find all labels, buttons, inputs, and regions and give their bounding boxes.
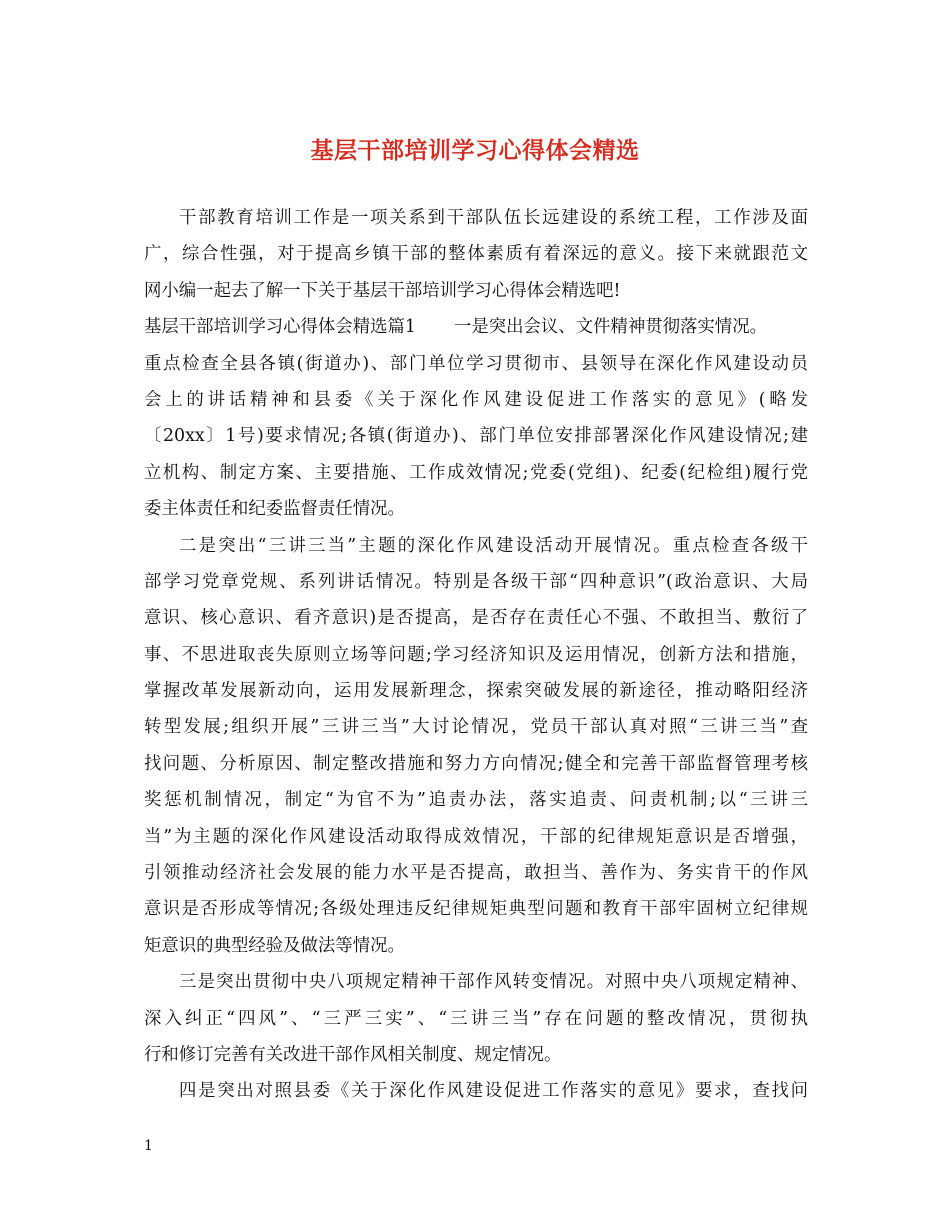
text-line: 行和修订完善有关改进干部作风相关制度、规定情况。: [144, 1044, 562, 1065]
text-line: 当”为主题的深化作风建设活动取得成效情况，干部的纪律规矩意识是否增强，: [144, 826, 808, 847]
text-line: 意识是否形成等情况;各级处理违反纪律规矩典型问题和教育干部牢固树立纪律规: [144, 899, 808, 920]
text-line: 干部教育培训工作是一项关系到干部队伍长远建设的系统工程，工作涉及面: [179, 208, 808, 228]
section-heading: 基层干部培训学习心得体会精选篇1: [144, 317, 416, 338]
text-line: 掌握改革发展新动向，运用发展新理念，探索突破发展的新途径，推动略阳经济: [144, 681, 808, 702]
text-line: 找问题、分析原因、制定整改措施和努力方向情况;健全和完善干部监督管理考核: [144, 753, 808, 774]
text-line: 转型发展;组织开展”三讲三当”大讨论情况，党员干部认真对照“三讲三当”查: [144, 717, 808, 738]
text-line: 事、不思进取丧失原则立场等问题;学习经济知识及运用情况，创新方法和措施，: [144, 644, 808, 665]
section-heading-line: [144, 309, 808, 345]
text-line: 奖惩机制情况，制定“为官不为”追责办法，落实追责、问责机制;以“三讲三: [144, 790, 808, 811]
text-line: 部学习党章党规、系列讲话情况。特别是各级干部“四种意识”(政治意识、大局: [144, 571, 808, 592]
text-line: 立机构、制定方案、主要措施、工作成效情况;党委(党组)、纪委(纪检组)履行党: [144, 462, 808, 483]
text-line: 广，综合性强，对于提高乡镇干部的整体素质有着深远的意义。接下来就跟范文: [144, 244, 808, 265]
text-line: 二是突出“三讲三当”主题的深化作风建设活动开展情况。重点检查各级干: [179, 535, 808, 556]
document-body: [144, 200, 808, 1110]
page-number: 1: [144, 1138, 153, 1154]
text-line: 深入纠正“四风”、“三严三实”、“三讲三当”存在问题的整改情况，贯彻执: [144, 1008, 808, 1029]
document-title: 基层干部培训学习心得体会精选: [310, 138, 640, 164]
text-line: 委主体责任和纪委监督责任情况。: [144, 499, 405, 520]
text-line: 引领推动经济社会发展的能力水平是否提高，敢担当、善作为、务实肯干的作风: [144, 863, 808, 884]
text-line: 网小编一起去了解一下关于基层干部培训学习心得体会精选吧!: [144, 280, 621, 301]
text-line: 意识、核心意识、看齐意识)是否提高，是否存在责任心不强、不敢担当、敷衍了: [144, 608, 808, 629]
text-line: 三是突出贯彻中央八项规定精神干部作风转变情况。对照中央八项规定精神、: [179, 972, 808, 993]
text-line: 矩意识的典型经验及做法等情况。: [144, 935, 405, 956]
text-line: 重点检查全县各镇(街道办)、部门单位学习贯彻市、县领导在深化作风建设动员: [144, 353, 808, 374]
text-line: 会上的讲话精神和县委《关于深化作风建设促进工作落实的意见》(略发: [144, 389, 808, 410]
text-line: 〔20xx〕1号)要求情况;各镇(街道办)、部门单位安排部署深化作风建设情况;建: [144, 426, 808, 447]
text-segment: 一是突出会议、文件精神贯彻落实情况。: [453, 317, 767, 338]
text-line: 四是突出对照县委《关于深化作风建设促进工作落实的意见》要求，查找问: [179, 1081, 808, 1102]
